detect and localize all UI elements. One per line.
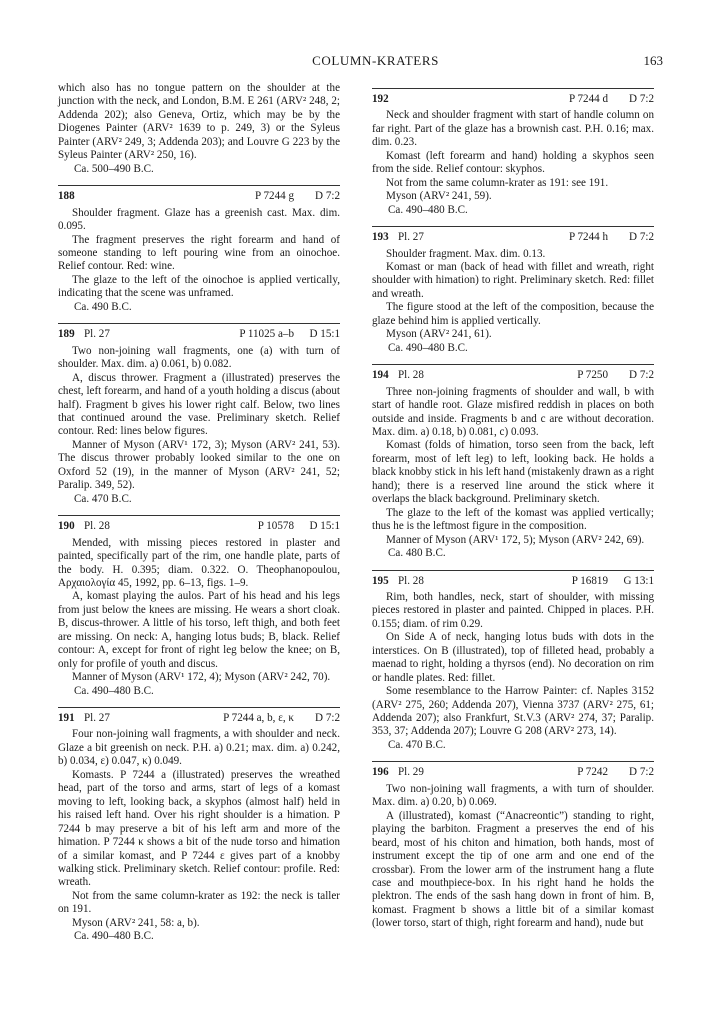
entry-location: G 13:1	[623, 574, 654, 587]
entry-date: Ca. 470 B.C.	[388, 738, 446, 751]
entry-date: Ca. 490–480 B.C.	[388, 341, 468, 354]
entry-plate: Pl. 27	[84, 712, 110, 725]
entry-number: 193	[372, 231, 389, 244]
left-column	[58, 82, 340, 945]
entry-number: 196	[372, 766, 389, 779]
entry-date: Ca. 470 B.C.	[74, 492, 132, 505]
entry-paragraph: Mended, with missing pieces restored in plaster and painted, specifically part of the rim, one handle plate, parts of the body. H. 0.395; diam. 0.322. O. Theophanopoulou, Αρχαιολογία 45, 1992, pp. 6–13, figs. 1–9.	[58, 536, 340, 589]
entry-paragraph: A (illustrated), komast (“Anacreontic”) standing to right, playing the barbiton. Fragment a preserves the end of his beard, most of his chiton and himation, both hands, most of instrument except the tip of one arm and one end of the crossbar). From the lower arm of the instrument hang a flute case and mouthpiece-box. In his right hand he holds the plektron. The ends of the sash hang down in front of him. B, komast. Fragment b shows a little bit of a similar komast (lower torso, start of thigh, right forearm and hand), nude but	[372, 809, 654, 930]
entry-heading	[372, 226, 654, 244]
entry-location: D 7:2	[629, 93, 654, 105]
entry-paragraph: Four non-joining wall fragments, a with shoulder and neck. Glaze a bit greenish on neck. P.H. a) 0.21; max. dim. a) 0.242, b) 0.034, ε) 0.047, κ) 0.049.	[58, 728, 340, 768]
entry-paragraph: Manner of Myson (ARV¹ 172, 5); Myson (ARV² 242, 69).	[386, 533, 645, 546]
entry-date: Ca. 490–480 B.C.	[74, 930, 154, 943]
catalog-entry-196	[372, 761, 654, 930]
entry-paragraph: Komasts. P 7244 a (illustrated) preserves the wreathed head, part of the torso and arms, start of legs of a komast moving to left, looking back, a skyphos (almost half) held in his raised left hand. Over his right shoulder is a himation. P 7244 b may preserve a bit of his left arm and more of the himation. P 7244 κ shows a bit of the nude torso and himation of a similar komast, and P 7244 ε gives part of a knobby walking stick. Preliminary sketch. Relief contour: profile. Red: wreath.	[58, 768, 340, 889]
entry-date: Ca. 490 B.C.	[74, 300, 132, 313]
entry-inventory: P 16819	[571, 574, 608, 587]
entry-paragraph: Shoulder fragment. Max. dim. 0.13.	[386, 247, 546, 260]
entry-number: 194	[372, 369, 389, 382]
catalog-entry-191	[58, 707, 340, 944]
catalog-entry-192	[372, 88, 654, 217]
entry-paragraph: Komast (folds of himation, torso seen from the back, left forearm, most of left leg) to left, looking back. He holds a black knobby stick in his left hand (mistakenly drawn as a right hand); there is a reserved line around the stick where it overlaps the black background. Preliminary sketch.	[372, 439, 654, 506]
entry-number: 195	[372, 574, 389, 587]
entry-plate: Pl. 29	[398, 766, 424, 779]
entry-paragraph: Not from the same column-krater as 191: see 191.	[386, 176, 609, 189]
running-title: COLUMN-KRATERS	[312, 53, 439, 68]
entry-plate: Pl. 27	[84, 328, 110, 341]
entry-paragraph: Some resemblance to the Harrow Painter: cf. Naples 3152 (ARV² 275, 260; Addenda 207), Vienna 3737 (ARV² 275, 61; Addenda 207); also Frankfurt, St.V.3 (ARV² 274, 37; Paralip. 353, 37; Addenda 207); Louvre G 208 (ARV² 273, 14).	[372, 685, 654, 738]
entry-location: D 15:1	[309, 520, 340, 533]
entry-heading	[58, 323, 340, 341]
intro-date: Ca. 500–490 B.C.	[74, 162, 154, 175]
entry-heading	[58, 707, 340, 725]
entry-paragraph: Myson (ARV² 241, 58: a, b).	[72, 916, 200, 929]
catalog-entry-193	[372, 226, 654, 355]
catalog-entry-195	[372, 570, 654, 753]
entry-paragraph: The glaze to the left of the komast was applied vertically; thus he is the leftmost figure in the composition.	[372, 506, 654, 533]
catalog-entry-188	[58, 185, 340, 314]
entry-paragraph: Two non-joining wall fragments, one (a) with turn of shoulder. Max. dim. a) 0.061, b) 0.082.	[58, 344, 340, 371]
entry-inventory: P 7242	[577, 766, 608, 779]
intro-continuation	[58, 82, 340, 176]
catalog-entry-190	[58, 515, 340, 698]
intro-text: which also has no tongue pattern on the shoulder at the junction with the neck, and London, B.M. E 261 (ARV² 248, 2; Addenda 202); also Geneva, Ortiz, which may be by the Diogenes Painter (ARV² 1639 to p. 249, 3) or the Syleus Painter (ARV² 249, 3; Addenda 203); and Louvre G 223 by the Syleus Painter (ARV² 250, 16).	[58, 82, 340, 162]
entry-paragraph: Komast (left forearm and hand) holding a skyphos seen from the side. Relief contour: skyphos.	[372, 149, 654, 176]
entry-paragraph: Three non-joining fragments of shoulder and wall, b with start of handle root. Glaze misfired reddish in places on both outside and inside. Fragments b and c are without decoration. Max. dim. a) 0.18, b) 0.081, c) 0.093.	[372, 385, 654, 438]
entry-date: Ca. 490–480 B.C.	[388, 203, 468, 216]
entry-number: 192	[372, 93, 389, 105]
entry-location: D 7:2	[629, 369, 654, 382]
entry-plate: Pl. 28	[398, 369, 424, 382]
entry-heading	[372, 570, 654, 588]
entry-plate: Pl. 28	[84, 520, 110, 533]
entry-number: 191	[58, 712, 75, 725]
entry-paragraph: Rim, both handles, neck, start of shoulder, with missing pieces restored in plaster and painted. Chipped in places. P.H. 0.155; diam. of rim 0.29.	[372, 590, 654, 630]
entry-heading	[372, 364, 654, 382]
entry-date: Ca. 480 B.C.	[388, 547, 446, 560]
page-number: 163	[643, 53, 663, 68]
entry-location: D 7:2	[315, 712, 340, 725]
entry-inventory: P 7244 a, b, ε, κ	[223, 712, 294, 725]
catalog-entry-189	[58, 323, 340, 506]
entry-inventory: P 11025 a–b	[239, 328, 294, 341]
entry-paragraph: Manner of Myson (ARV¹ 172, 4); Myson (ARV² 242, 70).	[72, 671, 331, 684]
entry-paragraph: Two non-joining wall fragments, a with turn of shoulder. Max. dim. a) 0.20, b) 0.069.	[372, 782, 654, 809]
entry-paragraph: Komast or man (back of head with fillet and wreath, right shoulder with himation) to right. Preliminary sketch. Red: fillet and wreath.	[372, 260, 654, 300]
entry-location: D 7:2	[315, 190, 340, 203]
entry-inventory: P 7244 d	[568, 93, 608, 105]
entry-plate: Pl. 27	[398, 231, 424, 244]
catalog-entry-194	[372, 364, 654, 560]
entry-paragraph: The glaze to the left of the oinochoe is applied vertically, indicating that the scene was unframed.	[58, 273, 340, 300]
entry-inventory: P 10578	[257, 520, 294, 533]
right-column	[372, 82, 654, 931]
entry-paragraph: Not from the same column-krater as 192: the neck is taller on 191.	[58, 889, 340, 916]
entry-paragraph: On Side A of neck, hanging lotus buds with dots in the interstices. On B (illustrated), top of filleted head, probably a maenad to right, holding a thyrsos (end). No decoration on rim or handle plates. Red: fillet.	[372, 631, 654, 684]
entry-date: Ca. 490–480 B.C.	[74, 684, 154, 697]
entry-location: D 15:1	[309, 328, 340, 341]
entry-inventory: P 7250	[577, 369, 608, 382]
entry-paragraph: Shoulder fragment. Glaze has a greenish cast. Max. dim. 0.095.	[58, 206, 340, 233]
entry-paragraph: A, discus thrower. Fragment a (illustrated) preserves the chest, left forearm, and hand of a youth holding a discus (about half). Fragment b gives his lower right calf. Below, two lines that continued around the vase. Preliminary sketch. Relief contour. Red: lines below figures.	[58, 371, 340, 438]
entry-paragraph: The figure stood at the left of the composition, because the glaze behind him is applied vertically.	[372, 301, 654, 327]
entry-heading	[372, 761, 654, 779]
entry-paragraph: Myson (ARV² 241, 59).	[386, 190, 492, 203]
entry-number: 189	[58, 328, 75, 341]
running-head	[88, 53, 663, 73]
entry-heading	[58, 185, 340, 203]
entry-paragraph: A, komast playing the aulos. Part of his head and his legs from just below the knees are missing. He wears a short cloak. B, discus-thrower. A little of his torso, left thigh, and both feet are missing. On neck: A, hanging lotus buds; B, black. Relief contour: A, except for front of right leg below the knee; on B, only for profile of youth and discus.	[58, 590, 340, 670]
entry-paragraph: The fragment preserves the right forearm and hand of someone standing to left pouring wine from an oinochoe. Relief contour. Red: wine.	[58, 233, 340, 273]
entry-location: D 7:2	[629, 231, 654, 244]
entry-plate: Pl. 28	[398, 574, 424, 587]
entry-location: D 7:2	[629, 766, 654, 779]
entry-heading	[58, 515, 340, 533]
entry-paragraph: Myson (ARV² 241, 61).	[386, 328, 492, 341]
entry-number: 190	[58, 520, 75, 533]
entry-paragraph: Manner of Myson (ARV¹ 172, 3); Myson (ARV² 241, 53). The discus thrower probably looked similar to the one on Oxford 52 (19), in the manner of Myson (ARV² 241, 52; Paralip. 349, 52).	[58, 438, 340, 492]
entry-inventory: P 7244 h	[568, 231, 608, 244]
entry-inventory: P 7244 g	[254, 190, 294, 203]
entry-number: 188	[58, 190, 75, 203]
entry-heading	[372, 88, 654, 106]
entry-paragraph: Neck and shoulder fragment with start of handle column on far right. Part of the glaze has a brownish cast. P.H. 0.16; max. dim. 0.23.	[372, 109, 654, 149]
